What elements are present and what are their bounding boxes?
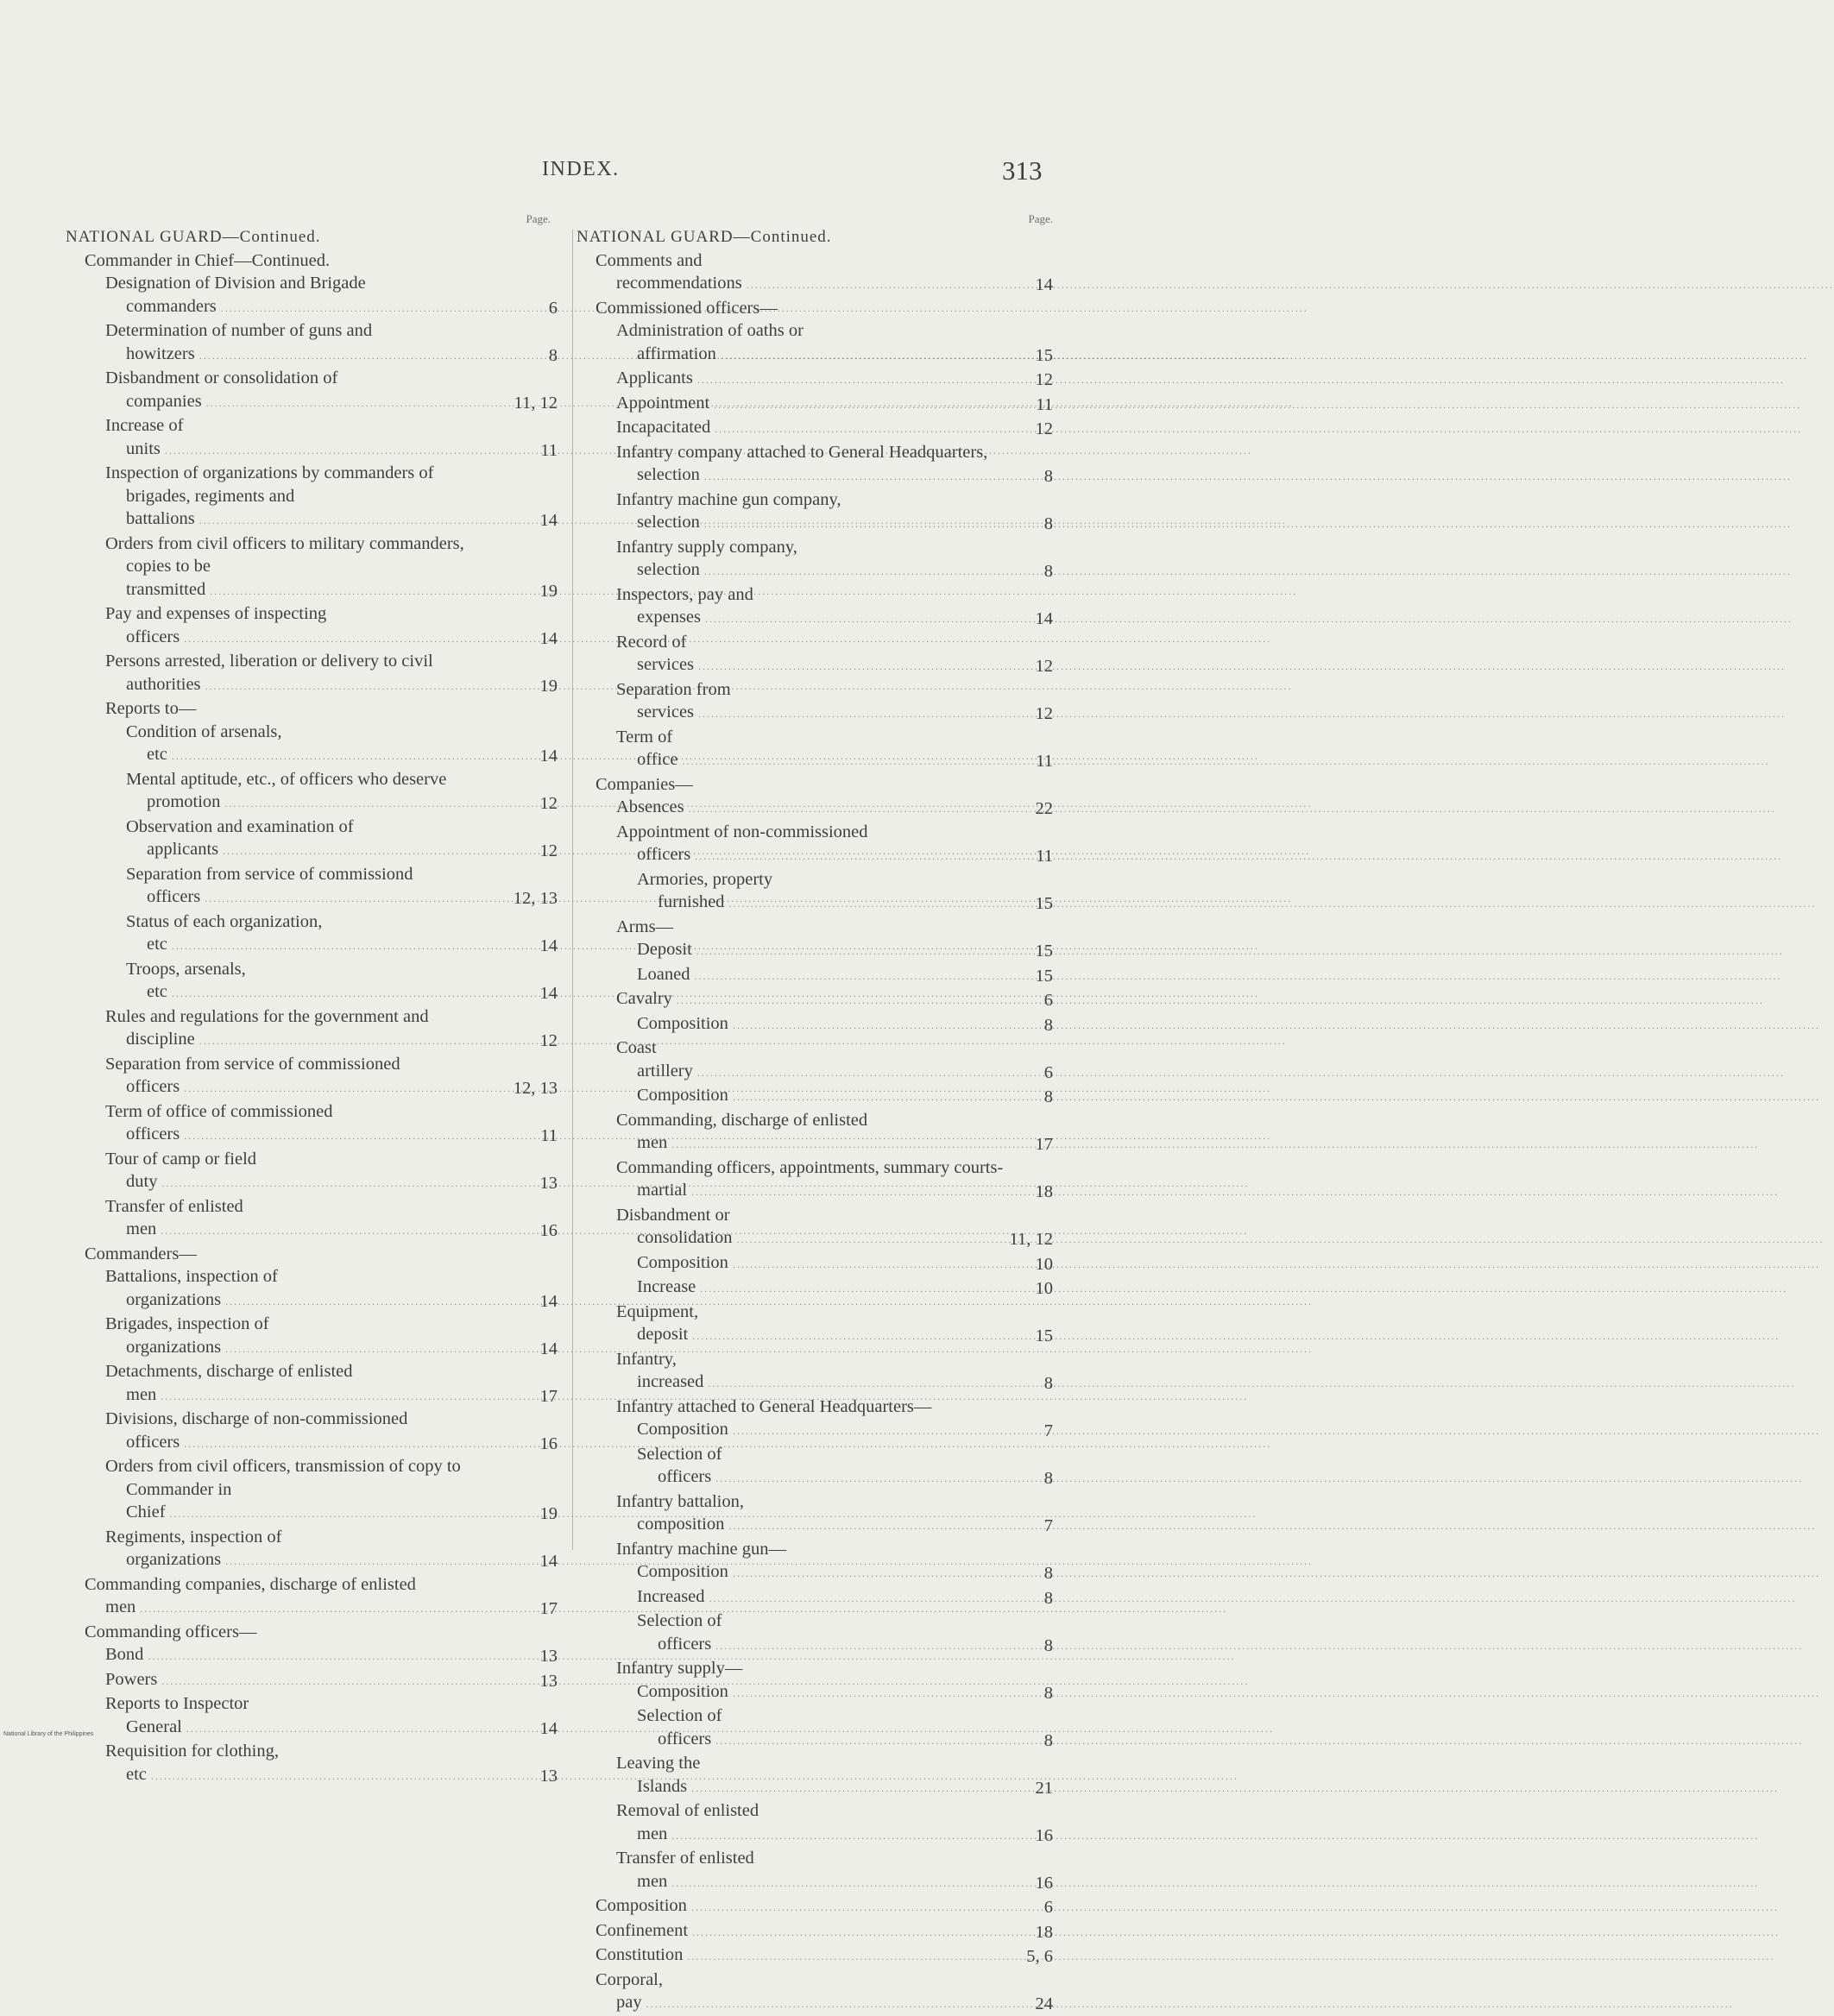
index-entry [596, 916, 1053, 939]
index-entry-page: 14 [539, 1552, 558, 1571]
index-entry [85, 1243, 558, 1266]
index-entry-page: 6 [548, 298, 558, 318]
index-entry [85, 602, 558, 650]
index-entry [596, 1204, 1053, 1251]
index-entry [85, 1100, 558, 1148]
index-entry-page: 15 [1035, 942, 1053, 961]
index-entry [85, 1313, 558, 1360]
index-entry-page: 24 [1035, 1994, 1053, 2013]
index-entry [596, 1944, 1053, 1969]
index-entry-text: Infantry machine gun company, selection ..... [637, 488, 1006, 536]
index-entry-text: Administration of oaths or affirmation ..... [637, 319, 1006, 367]
index-entry-page: 8 [1043, 1683, 1053, 1703]
index-entry [85, 816, 558, 863]
index-entry [596, 868, 1053, 916]
index-entry [85, 1740, 558, 1787]
index-entry [596, 1490, 1053, 1538]
index-entry-page: 14 [539, 984, 558, 1003]
index-entry-page: 12 [1035, 704, 1053, 723]
index-entry [85, 1195, 558, 1243]
index-entry-text: Determination of number of guns and howitzers ..... [126, 319, 502, 367]
index-entry-text: Infantry machine gun— [616, 1539, 786, 1559]
index-entry-text: Composition ..... [658, 1012, 1006, 1037]
index-entry-text: Leaving the Islands ..... [637, 1752, 1006, 1799]
index-entry-page: 15 [1035, 1326, 1053, 1345]
index-entry-text: Corporal, pay ..... [616, 1969, 1006, 2016]
index-entry-page: 17 [1035, 1135, 1053, 1154]
index-entry [85, 1526, 558, 1573]
index-entry-page: 12 [1035, 370, 1053, 389]
index-entry [85, 319, 558, 367]
index-entry-page: 8 [1043, 1374, 1053, 1393]
index-entry-text: Reports to— [105, 699, 197, 718]
index-column-right [577, 212, 1053, 2016]
index-entry-page: 18 [1035, 1922, 1053, 1942]
index-entry-page: 19 [539, 676, 558, 696]
index-entry-page: 7 [1043, 1516, 1053, 1535]
index-entry-page: 16 [1035, 1825, 1053, 1845]
index-entry-page: 6 [1043, 1898, 1053, 1917]
index-entry-text: Persons arrested, liberation or delivery to civil authorities ..... [126, 650, 502, 697]
index-entry-page: 13 [539, 1174, 558, 1193]
index-entry-page: 11 [1036, 394, 1053, 414]
index-entry-text: Regiments, inspection of organizations ..... [126, 1526, 502, 1573]
index-entry-page: 12 [1035, 419, 1053, 438]
index-entry-text: Transfer of enlisted men ..... [637, 1847, 1006, 1894]
index-entry-text: NATIONAL GUARD—Continued. [577, 228, 832, 246]
index-entry [577, 226, 1053, 249]
index-entry [85, 1621, 558, 1644]
index-entry-text: Reports to Inspector General ..... [126, 1692, 502, 1740]
index-entry [85, 1005, 558, 1053]
index-entry-text: Commanding companies, discharge of enlisted men ..... [105, 1573, 502, 1621]
index-entry [85, 249, 558, 273]
index-entry [85, 1455, 558, 1526]
index-entry-text: Loaned ..... [658, 963, 1006, 988]
index-entry [85, 1692, 558, 1740]
index-entry [596, 249, 1053, 297]
index-entry-page: 17 [539, 1599, 558, 1618]
index-entry-page: 18 [1035, 1182, 1053, 1201]
index-entry-text: Confinement ..... [616, 1919, 1006, 1944]
index-entry-page: 8 [1043, 1635, 1053, 1655]
index-entry-page: 8 [1043, 1564, 1053, 1583]
index-entry-text: Disbandment or consolidation ..... [637, 1204, 1006, 1251]
page-title: INDEX. [542, 158, 620, 180]
index-entry-page: 15 [1035, 894, 1053, 913]
page-column-heading: Page. [526, 212, 551, 225]
index-column-left [66, 212, 558, 1787]
index-entry-text: Equipment, deposit ..... [637, 1301, 1006, 1348]
index-entry-text: Infantry, increased ..... [637, 1348, 1006, 1395]
index-entry-page: 14 [539, 936, 558, 955]
index-entry-text: Disbandment or consolidation of companies ..... [126, 367, 502, 414]
index-entry-text: Comments and recommendations ..... [616, 249, 1006, 297]
index-entry-page: 11 [1036, 847, 1053, 866]
index-entry [596, 987, 1053, 1012]
index-entry-text: Applicants ..... [637, 367, 1006, 392]
index-entry-text: Composition ..... [658, 1560, 1006, 1585]
index-entry-text: Companies— [596, 774, 693, 794]
index-entry [85, 910, 558, 958]
index-entry-page: 6 [1043, 1062, 1053, 1082]
index-entry-text: Record of services ..... [637, 631, 1006, 678]
index-entry [596, 488, 1053, 536]
index-entry-page: 14 [539, 747, 558, 765]
index-entry [596, 536, 1053, 583]
index-entry-page: 14 [539, 1291, 558, 1311]
index-entry [596, 1109, 1053, 1156]
index-entry-page: 14 [539, 628, 558, 648]
index-entry [596, 821, 1053, 868]
page-column-heading: Page. [1028, 212, 1053, 225]
index-entry [596, 583, 1053, 631]
index-entry-text: Designation of Division and Brigade commanders ..... [126, 272, 502, 319]
index-entry [596, 1919, 1053, 1944]
index-entry-text: Condition of arsenals, etc ..... [147, 721, 502, 768]
index-entry-page: 14 [1035, 609, 1053, 628]
index-entry [596, 773, 1053, 797]
index-entry-page: 17 [539, 1386, 558, 1406]
index-entry-text: Composition ..... [658, 1251, 1006, 1276]
index-entry [596, 1680, 1053, 1705]
index-entry-page: 8 [1043, 1588, 1053, 1608]
index-entry-page: 6 [1043, 991, 1053, 1010]
index-entry [596, 1969, 1053, 2016]
index-entry [596, 938, 1053, 963]
index-entry [596, 1752, 1053, 1799]
index-entry [596, 1657, 1053, 1680]
index-entry-text: Composition ..... [616, 1894, 1006, 1919]
index-entry-text: Infantry company attached to General Headquarters, selection ..... [637, 441, 1006, 488]
index-entry [596, 1894, 1053, 1919]
index-entry-text: Incapacitated ..... [637, 416, 1006, 441]
index-entry [66, 226, 558, 249]
index-entry [85, 697, 558, 721]
index-entry-text: Mental aptitude, etc., of officers who deserve promotion ..... [147, 768, 502, 816]
index-entry [596, 1418, 1053, 1443]
index-entry-text: Selection of officers ..... [658, 1443, 1006, 1490]
index-entry [85, 1408, 558, 1455]
index-entry [596, 1036, 1053, 1084]
index-entry-text: Removal of enlisted men ..... [637, 1799, 1006, 1847]
index-entry-text: Infantry battalion, composition ..... [637, 1490, 1006, 1538]
index-entry-page: 12 [1035, 657, 1053, 676]
index-entry-text: Increased ..... [658, 1585, 1006, 1610]
index-entry [596, 319, 1053, 367]
index-entry-text: Selection of officers ..... [658, 1610, 1006, 1657]
index-entry [596, 1585, 1053, 1610]
index-entry-text: Composition ..... [658, 1418, 1006, 1443]
index-entry-page: 16 [539, 1433, 558, 1453]
index-entry [596, 963, 1053, 988]
index-entry-text: Detachments, discharge of enlisted men ..... [126, 1360, 502, 1408]
index-entry-text: Brigades, inspection of organizations ..... [126, 1313, 502, 1360]
index-entry [596, 1443, 1053, 1490]
index-entry-page: 11 [540, 440, 558, 460]
index-entry [596, 678, 1053, 726]
library-watermark: National Library of the Philippines [3, 1731, 94, 1737]
index-entry [596, 1799, 1053, 1847]
index-entry-text: Composition ..... [658, 1084, 1006, 1109]
index-entry-page: 8 [548, 345, 558, 365]
index-entry [85, 650, 558, 697]
index-entry-page: 11, 12 [514, 393, 558, 413]
index-entry [596, 416, 1053, 441]
index-entry-page: 12, 13 [513, 1079, 558, 1098]
index-entry [85, 1668, 558, 1693]
index-entry-page: 13 [539, 1647, 558, 1666]
index-entry-page: 14 [539, 511, 558, 530]
index-entry-page: 8 [1043, 1015, 1053, 1035]
index-entry-text: Absences ..... [637, 796, 1006, 821]
index-entry [85, 532, 558, 603]
index-entry-text: Commander in Chief—Continued. [85, 250, 331, 270]
index-entry-page: 14 [539, 1718, 558, 1738]
index-entry [596, 297, 1053, 320]
index-entry-page: 11 [1036, 752, 1053, 771]
index-entry-page: 22 [1035, 799, 1053, 818]
index-entry [85, 1643, 558, 1668]
index-entry-text: Commissioned officers— [596, 298, 778, 318]
index-entry-text: Rules and regulations for the government and discipline ..... [126, 1005, 502, 1053]
index-entry-page: 10 [1035, 1279, 1053, 1298]
index-entry [85, 958, 558, 1005]
index-entry [596, 367, 1053, 392]
index-entry [85, 768, 558, 816]
index-entry-text: Orders from civil officers to military commanders, copies to be transmitted ..... [126, 532, 502, 603]
index-entry [596, 631, 1053, 678]
index-entry-page: 8 [1043, 1469, 1053, 1488]
index-entry [596, 1560, 1053, 1585]
index-entry-text: Separation from services ..... [637, 678, 1006, 726]
index-entry-text: Appointment of non-commissioned officers ..... [637, 821, 1006, 868]
index-entry-text: Tour of camp or field duty ..... [126, 1148, 502, 1195]
index-entry [85, 863, 558, 910]
index-entry-page: 8 [1043, 562, 1053, 581]
index-entry-text: Pay and expenses of inspecting officers ..... [126, 602, 502, 650]
index-entry-text: Composition ..... [658, 1680, 1006, 1705]
index-entry [596, 1538, 1053, 1561]
index-entry-page: 12 [539, 841, 558, 860]
index-entry-text: Battalions, inspection of organizations ..... [126, 1265, 502, 1313]
index-entry-text: Term of office ..... [637, 726, 1006, 773]
index-entry-page: 11, 12 [1009, 1230, 1053, 1249]
index-entry-text: Powers ..... [126, 1668, 502, 1693]
index-entry [596, 1610, 1053, 1657]
index-entry-page: 11 [540, 1126, 558, 1145]
index-entry [85, 367, 558, 414]
index-entry-text: Coast artillery ..... [637, 1036, 1006, 1084]
index-entry-text: Cavalry ..... [637, 987, 1006, 1012]
index-entry-page: 8 [1043, 514, 1053, 533]
index-entry [85, 1148, 558, 1195]
index-entry-text: Increase of units ..... [126, 414, 502, 462]
index-entry-page: 8 [1043, 1087, 1053, 1106]
index-entry [596, 1251, 1053, 1276]
index-entry-page: 15 [1035, 345, 1053, 365]
index-entry-text: Commanding officers— [85, 1622, 257, 1641]
index-entry [596, 1156, 1053, 1204]
index-entry-page: 21 [1035, 1778, 1053, 1798]
index-entry-text: Constitution ..... [616, 1944, 1006, 1969]
index-entry-text: Separation from service of commissioned officers ..... [126, 1053, 502, 1100]
index-entry [596, 1084, 1053, 1109]
index-entry-text: Infantry supply— [616, 1659, 743, 1678]
index-entry [596, 1847, 1053, 1894]
index-entry-text: Arms— [616, 917, 674, 936]
index-entry [596, 392, 1053, 417]
index-entry [85, 1053, 558, 1100]
index-entry-text: Divisions, discharge of non-commissioned officers ..... [126, 1408, 502, 1455]
index-entry [85, 721, 558, 768]
index-entry [596, 1704, 1053, 1752]
index-entry [85, 462, 558, 532]
index-entry-page: 19 [539, 581, 558, 601]
index-entry [596, 1012, 1053, 1037]
index-entry-text: Troops, arsenals, etc ..... [147, 958, 502, 1005]
index-entry [596, 441, 1053, 488]
index-entry [85, 1573, 558, 1621]
index-entry-text: Selection of officers ..... [658, 1704, 1006, 1752]
index-entry-page: 19 [539, 1504, 558, 1523]
index-entry-page: 12 [539, 1031, 558, 1050]
index-entry-text: Term of office of commissioned officers ..... [126, 1100, 502, 1148]
index-entry-text: Requisition for clothing, etc ..... [126, 1740, 502, 1787]
index-entry [85, 414, 558, 462]
index-entry-page: 10 [1035, 1254, 1053, 1274]
index-entry [596, 726, 1053, 773]
index-entry-page: 13 [539, 1766, 558, 1786]
index-entry [596, 796, 1053, 821]
index-entry-text: Commanding, discharge of enlisted men ..... [637, 1109, 1006, 1156]
index-entry-page: 15 [1035, 966, 1053, 986]
index-entry-page: 7 [1043, 1421, 1053, 1440]
index-entry-text: Status of each organization, etc ..... [147, 910, 502, 958]
index-entry-page: 5, 6 [1026, 1947, 1053, 1966]
index-entry-page: 16 [539, 1221, 558, 1240]
index-entry [85, 1360, 558, 1408]
index-entry-text: Commanders— [85, 1244, 197, 1263]
index-entry-page: 8 [1043, 1730, 1053, 1750]
index-entry [85, 1265, 558, 1313]
index-entry [596, 1276, 1053, 1301]
index-entry-text: Appointment ..... [637, 392, 1006, 417]
index-entry-text: Infantry supply company, selection ..... [637, 536, 1006, 583]
index-entry-text: Orders from civil officers, transmission of copy to Commander in Chief ..... [126, 1455, 502, 1526]
index-entry-text: NATIONAL GUARD—Continued. [66, 228, 321, 246]
index-entry-page: 14 [539, 1339, 558, 1358]
index-entry-text: Bond ..... [126, 1643, 502, 1668]
index-entry-page: 12 [539, 794, 558, 813]
index-entry-page: 12, 13 [513, 889, 558, 908]
index-entry [596, 1395, 1053, 1419]
index-entry-text: Inspectors, pay and expenses ..... [637, 583, 1006, 631]
index-entry-text: Transfer of enlisted men ..... [126, 1195, 502, 1243]
index-entry [85, 272, 558, 319]
index-entry-page: 13 [539, 1671, 558, 1691]
index-entry-text: Increase ..... [658, 1276, 1006, 1301]
index-entry-page: 8 [1043, 467, 1053, 486]
index-entry-text: Commanding officers, appointments, summary courts-martial ..... [637, 1156, 1006, 1204]
index-entry [596, 1301, 1053, 1348]
index-entry-text: Separation from service of commissiond officers ..... [147, 863, 502, 910]
index-entry-text: Observation and examination of applicants ..... [147, 816, 502, 863]
index-entry [596, 1348, 1053, 1395]
index-entry-page: 14 [1035, 275, 1053, 294]
index-entry-text: Armories, property furnished ..... [658, 868, 1006, 916]
index-entry-page: 16 [1035, 1873, 1053, 1893]
index-entry-text: Inspection of organizations by commanders of brigades, regiments and battalions ..... [126, 462, 502, 532]
page-number: 313 [1002, 155, 1043, 186]
index-entry-text: Deposit ..... [658, 938, 1006, 963]
index-entry-text: Infantry attached to General Headquarters— [616, 1396, 932, 1416]
